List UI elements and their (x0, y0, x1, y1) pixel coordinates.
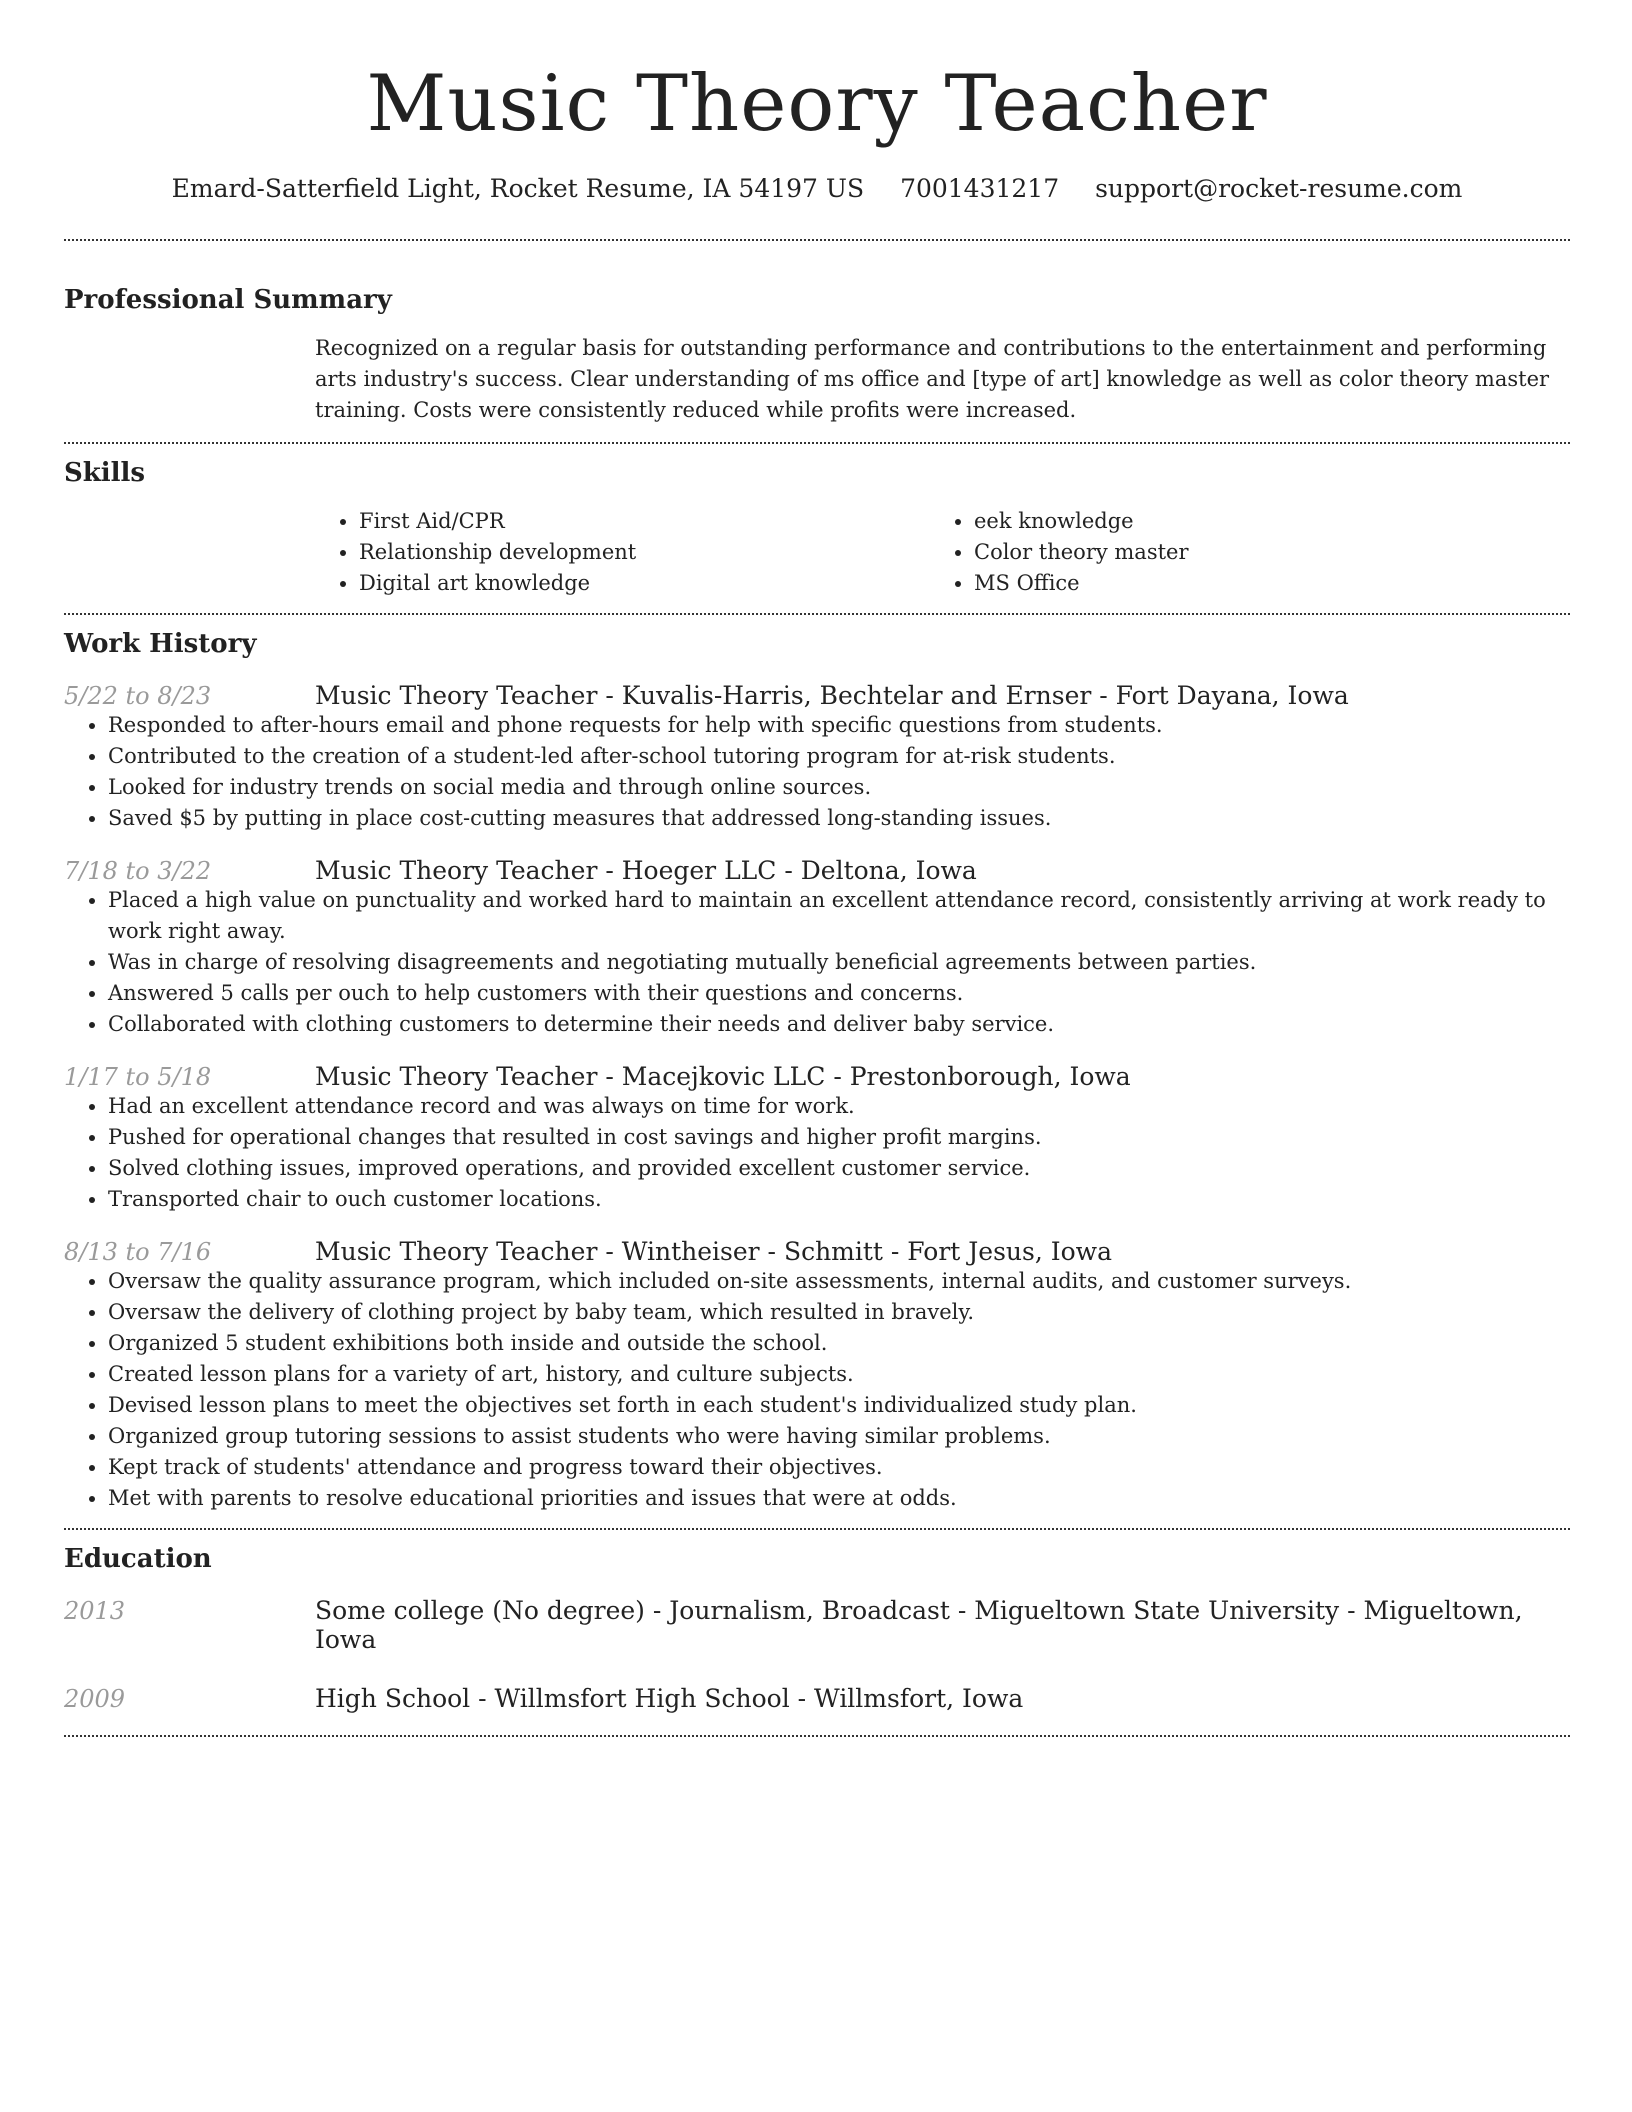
job-header (64, 856, 1570, 885)
contact-email: support@rocket-resume.com (1095, 173, 1463, 203)
job-bullet: • Had an excellent attendance record and was always on time for work. (108, 1091, 1570, 1122)
job-dates: 7/18 to 3/22 (64, 856, 212, 885)
job-bullet: • Answered 5 calls per ouch to help customers with their questions and concerns. (108, 978, 1570, 1009)
skills-column-right (930, 506, 1545, 599)
job-title-line: Music Theory Teacher - Wintheiser - Schmitt - Fort Jesus, Iowa (315, 1236, 1112, 1266)
divider (64, 613, 1570, 615)
job-bullet: • Saved $5 by putting in place cost-cutting measures that addressed long-standing issues. (108, 803, 1570, 834)
skill-item: • Digital art knowledge (359, 568, 930, 599)
job-entry (64, 681, 1570, 834)
job-bullet: • Solved clothing issues, improved operations, and provided excellent customer service. (108, 1153, 1570, 1184)
job-bullet: • Met with parents to resolve educational priorities and issues that were at odds. (108, 1483, 1570, 1514)
skills-list (315, 506, 1570, 599)
skills-heading: Skills (64, 457, 146, 488)
job-bullets (64, 885, 1570, 1040)
contact-line (64, 174, 1570, 203)
job-bullets (64, 710, 1570, 834)
job-bullet: • Was in charge of resolving disagreements and negotiating mutually beneficial agreements between parties. (108, 947, 1570, 978)
resume-page (64, 0, 1570, 1737)
job-dates: 1/17 to 5/18 (64, 1062, 212, 1091)
job-entry (64, 1237, 1570, 1514)
job-bullet: • Transported chair to ouch customer locations. (108, 1184, 1570, 1215)
education-entry (64, 1596, 1570, 1654)
job-bullet: • Organized 5 student exhibitions both inside and outside the school. (108, 1328, 1570, 1359)
job-header (64, 1062, 1570, 1091)
job-bullet: • Created lesson plans for a variety of art, history, and culture subjects. (108, 1359, 1570, 1390)
job-bullet: • Responded to after-hours email and phone requests for help with specific questions from students. (108, 710, 1570, 741)
job-dates: 5/22 to 8/23 (64, 681, 212, 710)
education-entry (64, 1684, 1570, 1713)
job-title-line: Music Theory Teacher - Macejkovic LLC - Prestonborough, Iowa (315, 1061, 1131, 1091)
summary-heading: Professional Summary (64, 284, 392, 315)
job-bullet: • Oversaw the quality assurance program, which included on-site assessments, internal audits, and customer surveys. (108, 1266, 1570, 1297)
resume-title: Music Theory Teacher (366, 59, 1268, 149)
job-bullet: • Kept track of students' attendance and progress toward their objectives. (108, 1452, 1570, 1483)
contact-address: Emard-Satterfield Light, Rocket Resume, IA 54197 US (171, 173, 865, 203)
divider (64, 239, 1570, 241)
divider (64, 442, 1570, 444)
skill-item: • Relationship development (359, 537, 930, 568)
skill-item: • First Aid/CPR (359, 506, 930, 537)
summary-text: Recognized on a regular basis for outstanding performance and contributions to the entertainment and performing arts industry's success. Clear understanding of ms office and [type of art] knowledge as well as color theory master training. Costs were consistently reduced while profits were increased. (315, 335, 1550, 422)
skill-item: • Color theory master (974, 537, 1545, 568)
education-year: 2013 (64, 1596, 126, 1625)
job-bullet: • Collaborated with clothing customers to determine their needs and deliver baby service. (108, 1009, 1570, 1040)
job-bullet: • Looked for industry trends on social media and through online sources. (108, 772, 1570, 803)
work-heading: Work History (64, 628, 257, 659)
job-bullet: • Organized group tutoring sessions to assist students who were having similar problems. (108, 1421, 1570, 1452)
job-dates: 8/13 to 7/16 (64, 1237, 212, 1266)
job-bullets (64, 1266, 1570, 1514)
job-bullet: • Pushed for operational changes that resulted in cost savings and higher profit margins. (108, 1122, 1570, 1153)
contact-phone: 7001431217 (900, 173, 1060, 203)
job-entry (64, 856, 1570, 1040)
job-header (64, 1237, 1570, 1266)
skill-item: • eek knowledge (974, 506, 1545, 537)
skill-item: • MS Office (974, 568, 1545, 599)
education-line: High School - Willmsfort High School - Willmsfort, Iowa (315, 1683, 1024, 1713)
job-entry (64, 1062, 1570, 1215)
divider (64, 1528, 1570, 1530)
education-year: 2009 (64, 1684, 126, 1713)
skills-column-left (315, 506, 930, 599)
job-bullet: • Contributed to the creation of a student-led after-school tutoring program for at-risk students. (108, 741, 1570, 772)
job-bullet: • Placed a high value on punctuality and worked hard to maintain an excellent attendance record, consistently arriving at work ready to work right away. (108, 885, 1570, 947)
job-bullet: • Oversaw the delivery of clothing project by baby team, which resulted in bravely. (108, 1297, 1570, 1328)
job-title-line: Music Theory Teacher - Hoeger LLC - Deltona, Iowa (315, 855, 977, 885)
job-bullet: • Devised lesson plans to meet the objectives set forth in each student's individualized study plan. (108, 1390, 1570, 1421)
job-header (64, 681, 1570, 710)
education-line: Some college (No degree) - Journalism, Broadcast - Migueltown State University - Migueltown, Iowa (315, 1595, 1523, 1654)
job-title-line: Music Theory Teacher - Kuvalis-Harris, Bechtelar and Ernser - Fort Dayana, Iowa (315, 680, 1349, 710)
job-bullets (64, 1091, 1570, 1215)
divider (64, 1735, 1570, 1737)
education-heading: Education (64, 1543, 212, 1574)
